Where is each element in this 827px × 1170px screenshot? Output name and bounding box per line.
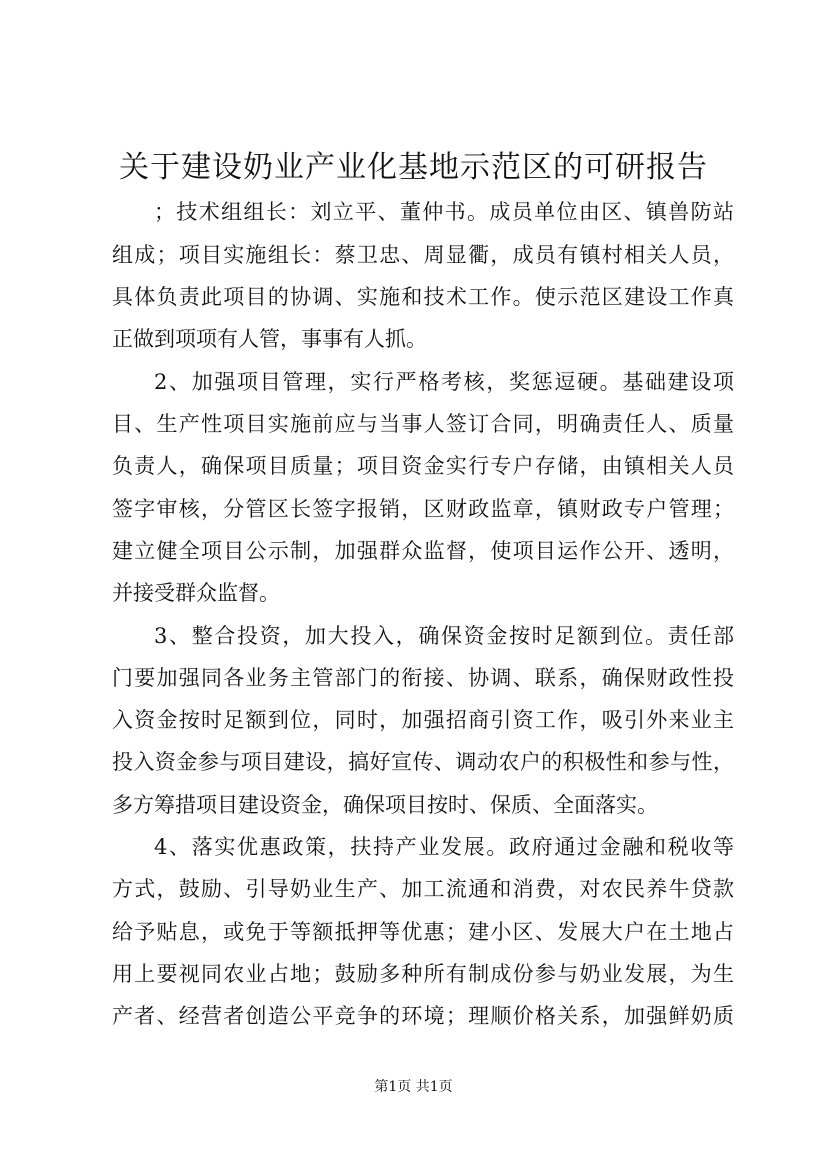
body-line: 正做到项项有人管，事事有人抓。 xyxy=(112,327,427,351)
body-line: 2、加强项目管理，实行严格考核，奖惩逗硬。基础建设项 xyxy=(154,370,734,394)
body-line: 给予贴息，或免于等额抵押等优惠；建小区、发展大户在土地占 xyxy=(112,920,734,944)
page-number-footer: 第1页 共1页 xyxy=(374,1079,453,1095)
body-line: 方式，鼓励、引导奶业生产、加工流通和消费，对农民养牛贷款 xyxy=(112,877,734,901)
document-title: 关于建设奶业产业化基地示范区的可研报告 xyxy=(119,150,708,185)
body-line: 签字审核，分管区长签字报销，区财政监章，镇财政专户管理； xyxy=(112,497,734,521)
body-line: 门要加强同各业务主管部门的衔接、协调、联系，确保财政性投 xyxy=(112,666,734,690)
body-line: 产者、经营者创造公平竞争的环境；理顺价格关系，加强鲜奶质 xyxy=(112,1004,734,1028)
body-line: 具体负责此项目的协调、实施和技术工作。使示范区建设工作真 xyxy=(112,285,734,309)
body-line: ；技术组组长：刘立平、董仲书。成员单位由区、镇兽防站 xyxy=(154,200,734,224)
body-line: 目、生产性项目实施前应与当事人签订合同，明确责任人、质量 xyxy=(112,412,734,436)
body-line: 多方筹措项目建设资金，确保项目按时、保质、全面落实。 xyxy=(112,793,658,817)
body-line: 用上要视同农业占地；鼓励多种所有制成份参与奶业发展，为生 xyxy=(112,962,734,986)
body-line: 4、落实优惠政策，扶持产业发展。政府通过金融和税收等 xyxy=(154,835,734,859)
body-line: 并接受群众监督。 xyxy=(112,581,280,605)
body-line: 入资金按时足额到位，同时，加强招商引资工作，吸引外来业主 xyxy=(112,708,734,732)
body-line: 建立健全项目公示制，加强群众监督，使项目运作公开、透明， xyxy=(112,539,734,563)
body-line: 投入资金参与项目建设，搞好宣传、调动农户的积极性和参与性， xyxy=(112,750,734,774)
body-line: 组成；项目实施组长：蔡卫忠、周显衢，成员有镇村相关人员， xyxy=(112,243,734,267)
body-line: 负责人，确保项目质量；项目资金实行专户存储，由镇相关人员 xyxy=(112,454,734,478)
body-line: 3、整合投资，加大投入，确保资金按时足额到位。责任部 xyxy=(154,624,734,648)
